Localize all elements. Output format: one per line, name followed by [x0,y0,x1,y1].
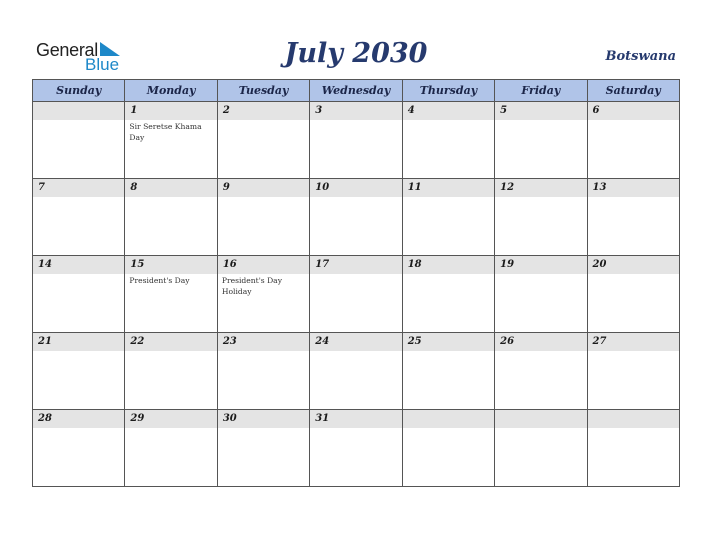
day-cell [587,256,680,333]
date-band [403,256,494,274]
holiday-label [588,197,679,198]
day-cell [217,333,309,410]
holiday-label [310,351,401,352]
day-cell [217,102,309,179]
holiday-label [495,428,586,429]
day-number: 20 [592,259,607,270]
day-cell [587,179,680,256]
day-cell [32,410,124,487]
date-band [495,333,586,351]
holiday-label [310,120,401,121]
day-cell [494,179,586,256]
day-number: 5 [500,105,508,116]
day-cell [494,333,586,410]
date-band [403,333,494,351]
holiday-label [588,274,679,275]
day-cell [309,333,401,410]
calendar-weeks [32,102,680,487]
day-cell [587,102,680,179]
day-number: 7 [38,182,45,193]
day-cell [124,256,216,333]
day-cell [124,333,216,410]
holiday-label [495,120,586,121]
day-number: 4 [407,105,415,116]
day-cell [124,102,216,179]
day-cell [32,102,124,179]
date-band [218,333,309,351]
holiday-label [495,351,586,352]
holiday-label [33,197,124,198]
day-cell [217,179,309,256]
holiday-label [310,274,401,275]
weekday-header: Tuesday [217,79,309,102]
day-number: 22 [130,336,145,347]
holiday-label [403,428,494,429]
day-cell [587,333,680,410]
date-band [218,410,309,428]
holiday-label [495,197,586,198]
day-number: 9 [222,182,230,193]
holiday-label [403,120,494,121]
country-label: Botswana [605,49,676,64]
holiday-label [403,197,494,198]
day-number: 18 [407,259,422,270]
date-band [588,333,679,351]
date-band [218,179,309,197]
logo [36,40,131,74]
date-band [588,256,679,274]
date-band [495,179,586,197]
date-band [495,102,586,120]
day-number: 15 [130,259,145,270]
date-band [125,256,216,274]
day-cell [217,410,309,487]
date-band [125,179,216,197]
holiday-label [218,428,309,429]
day-cell [494,410,586,487]
day-cell [309,410,401,487]
day-number: 14 [38,259,52,270]
day-number: 24 [315,336,330,347]
date-band [218,102,309,120]
day-number: 3 [315,105,323,116]
holiday-label [588,120,679,121]
holiday-label [125,197,216,198]
holiday-label [33,428,124,429]
holiday-label [495,274,586,275]
day-cell [32,333,124,410]
day-cell [402,256,494,333]
date-band [33,410,124,428]
weekday-header: Sunday [32,79,124,102]
day-cell [402,179,494,256]
day-number: 11 [407,182,422,193]
day-number: 29 [130,413,145,424]
holiday-label: President's Day Holiday [221,276,283,296]
page-title: July 2030 [284,38,428,69]
weekday-header: Monday [124,79,216,102]
day-number: 12 [500,182,515,193]
day-cell [124,410,216,487]
holiday-label [218,120,309,121]
day-number: 17 [315,259,330,270]
logo-text-general: General [36,40,98,60]
day-cell [32,256,124,333]
holiday-label [33,351,124,352]
weekday-header: Wednesday [309,79,401,102]
holiday-label [310,428,401,429]
weekday-header: Thursday [402,79,494,102]
day-number: 27 [592,336,607,347]
day-number: 19 [500,259,515,270]
day-number: 28 [38,413,52,424]
day-number: 21 [38,336,52,347]
date-band [588,179,679,197]
date-band [588,410,679,428]
day-number: 8 [130,182,138,193]
calendar-week-row [32,102,680,179]
date-band [588,102,679,120]
holiday-label [125,351,216,352]
holiday-label [125,428,216,429]
holiday-label [588,351,679,352]
holiday-label [310,197,401,198]
holiday-label [403,274,494,275]
day-number: 25 [407,336,422,347]
date-band [33,256,124,274]
weekday-header-row [32,79,680,102]
day-number: 1 [130,105,138,116]
day-cell [494,256,586,333]
date-band [33,179,124,197]
logo-triangle-icon [100,42,120,56]
date-band [125,410,216,428]
calendar-week-row [32,179,680,256]
calendar-week-row [32,410,680,487]
holiday-label [33,274,124,275]
holiday-label: President's Day [129,276,190,285]
calendar-week-row [32,333,680,410]
date-band [310,333,401,351]
day-cell [494,102,586,179]
holiday-label: Sir Seretse Khama Day [129,122,202,142]
day-cell [402,333,494,410]
weekday-header: Saturday [587,79,680,102]
day-number: 30 [222,413,237,424]
day-cell [32,179,124,256]
holiday-label [588,428,679,429]
day-cell [402,410,494,487]
date-band [403,179,494,197]
date-band [310,410,401,428]
day-cell [124,179,216,256]
holiday-label [218,197,309,198]
date-band [403,410,494,428]
day-number: 2 [222,105,230,116]
weekday-header: Friday [494,79,586,102]
day-number: 16 [222,259,237,270]
day-cell [587,410,680,487]
date-band [33,333,124,351]
date-band [125,333,216,351]
calendar-week-row [32,256,680,333]
date-band [495,410,586,428]
holiday-label [403,351,494,352]
date-band [33,102,124,120]
calendar-grid [32,79,680,486]
day-cell [309,179,401,256]
day-number: 6 [592,105,600,116]
day-number: 31 [315,413,330,424]
date-band [403,102,494,120]
day-cell [309,102,401,179]
day-number: 13 [592,182,607,193]
day-number: 10 [315,182,330,193]
date-band [125,102,216,120]
date-band [495,256,586,274]
day-cell [402,102,494,179]
date-band [310,102,401,120]
date-band [310,179,401,197]
day-number: 23 [222,336,237,347]
day-cell [309,256,401,333]
date-band [218,256,309,274]
day-cell [217,256,309,333]
holiday-label [33,120,124,121]
day-number: 26 [500,336,515,347]
date-band [310,256,401,274]
holiday-label [218,351,309,352]
logo-text-blue: Blue [85,55,120,74]
